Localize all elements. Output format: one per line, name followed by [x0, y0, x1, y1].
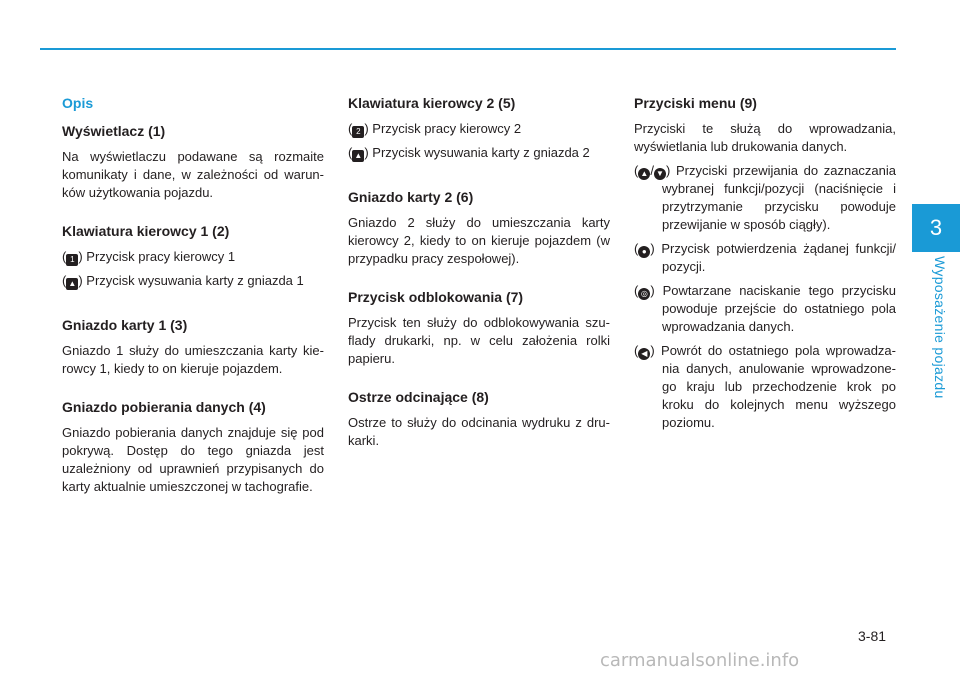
arrow-down-icon: ▼ [654, 168, 666, 180]
list-item: ( ▲ ) Przycisk wysuwania karty z gniazda 2 [348, 145, 590, 160]
column-3 [634, 94, 896, 438]
list-item: ( 2 ) Przycisk pracy kierowcy 2 [348, 121, 522, 136]
list-item: ( ◎ ) Powtarzane naciskanie tego przycisku powoduje przejście do ostatniego pola wprowadzania danych. [634, 283, 896, 334]
heading-driver1-keypad: Klawiatura kierowcy 1 (2) [62, 223, 230, 239]
ok-icon: ● [638, 246, 650, 258]
card-2-icon: 2 [352, 126, 364, 138]
chapter-title: Wyposażenie pojazdu [932, 256, 948, 399]
section-title: Opis [62, 95, 94, 111]
paragraph-menu-intro: Przyciski te służą do wprowadzania, wyświetlania lub drukowania danych. [634, 121, 896, 154]
heading-menu-buttons: Przyciski menu (9) [634, 95, 757, 111]
page-number: 3-81 [858, 628, 887, 644]
list-item: ( ▲ ) Przycisk wysuwania karty z gniazda 1 [62, 273, 304, 288]
card-1-icon: 1 [66, 254, 78, 266]
column-2 [348, 94, 610, 450]
paragraph-unlock-button: Przycisk ten służy do odblokowywania szu- flady drukarki, np. w celu założenia rolki papieru. [348, 315, 610, 366]
list-item: ( ▲ / ▼ ) Przyciski przewijania do zaznaczania wybranej funkcji/pozycji (naciśnięcie i przytrzymanie przycisku powoduje przewijanie w sposób ciągły). [634, 163, 896, 232]
paragraph-card-slot-1: Gniazdo 1 służy do umieszczania karty kie- rowcy 1, kiedy to on kieruje pojazdem. [62, 343, 324, 376]
paragraph-cutter: Ostrze to służy do odcinania wydruku z dru- karki. [348, 415, 610, 448]
back-icon: ◀ [638, 348, 650, 360]
watermark: carmanualsonline.info [600, 650, 800, 671]
heading-unlock-button: Przycisk odblokowania (7) [348, 289, 524, 305]
eject-1-icon: ▲ [66, 278, 78, 290]
list-item: ( ◀ ) Powrót do ostatniego pola wprowadza- nia danych, anulowanie wprowadzone- go kraju lub przechodzenie krok po kroku do kolejnych menu wyższego poziomu. [634, 343, 896, 430]
repeat-icon: ◎ [638, 288, 650, 300]
heading-download-port: Gniazdo pobierania danych (4) [62, 399, 266, 415]
paragraph-display: Na wyświetlaczu podawane są rozmaite komunikaty i dane, w zależności od warun- ków użytkowania pojazdu. [62, 149, 324, 200]
list-item: ( 1 ) Przycisk pracy kierowcy 1 [62, 249, 236, 264]
heading-display: Wyświetlacz (1) [62, 123, 166, 139]
heading-driver2-keypad: Klawiatura kierowcy 2 (5) [348, 95, 516, 111]
paragraph-card-slot-2: Gniazdo 2 służy do umieszczania karty kierowcy 2, kiedy to on kieruje pojazdem (w przypadku pracy zespołowej). [348, 215, 610, 266]
chapter-number-tab: 3 [912, 204, 960, 252]
heading-cutter: Ostrze odcinające (8) [348, 389, 489, 405]
header-rule [40, 48, 896, 50]
eject-2-icon: ▲ [352, 150, 364, 162]
heading-card-slot-2: Gniazdo karty 2 (6) [348, 189, 474, 205]
paragraph-download-port: Gniazdo pobierania danych znajduje się pod pokrywą. Dostęp do tego gniazda jest uzależniony od uprawnień przypisanych do karty aktualnie umieszczonej w tachografie. [62, 425, 324, 494]
column-1 [62, 94, 324, 496]
list-item: ( ● ) Przycisk potwierdzenia żądanej funkcji/ pozycji. [634, 241, 896, 274]
arrow-up-icon: ▲ [638, 168, 650, 180]
heading-card-slot-1: Gniazdo karty 1 (3) [62, 317, 188, 333]
